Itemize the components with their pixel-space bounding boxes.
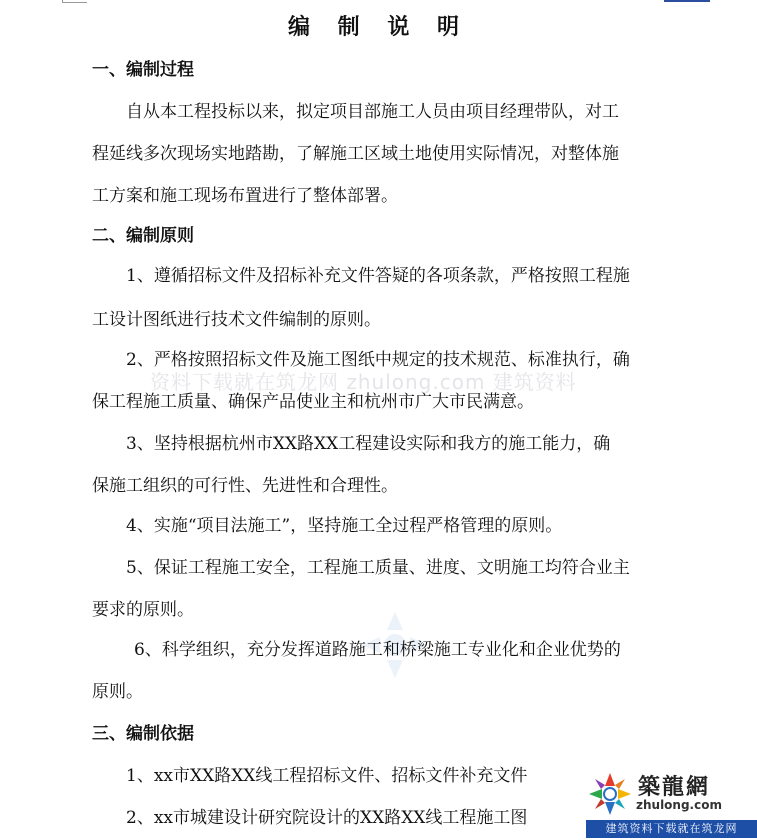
paragraph-line: 保工程施工质量、确保产品使业主和杭州市广大市民满意。 <box>92 392 534 412</box>
brand-logo-icon <box>588 772 632 816</box>
paragraph-line: 要求的原则。 <box>92 600 194 620</box>
section-heading-process: 一、编制过程 <box>92 60 194 80</box>
brand-slogan: 建筑资料下载就在筑龙网 <box>586 820 757 838</box>
brand-badge <box>586 768 757 840</box>
header-rule <box>664 0 710 2</box>
brand-url: zhulong.com <box>636 798 722 812</box>
document-title: 编 制 说 明 <box>288 14 469 40</box>
paragraph-line: 工设计图纸进行技术文件编制的原则。 <box>92 310 381 330</box>
paragraph-line: 原则。 <box>92 682 143 702</box>
paragraph-line: 1、遵循招标文件及招标补充文件答疑的各项条款，严格按照工程施 <box>126 266 630 286</box>
brand-name: 築龍網 <box>638 775 711 800</box>
paragraph-line: 2、xx市城建设计研究院设计的XX路XX线工程施工图 <box>126 808 528 828</box>
paragraph-line: 2、严格按照招标文件及施工图纸中规定的技术规范、标准执行，确 <box>126 350 630 370</box>
section-heading-basis: 三、编制依据 <box>92 724 194 744</box>
paragraph-line: 自从本工程投标以来，拟定项目部施工人员由项目经理带队，对工 <box>126 102 619 122</box>
paragraph-line: 程延线多次现场实地踏勘，了解施工区域土地使用实际情况，对整体施 <box>92 144 619 164</box>
page-corner-mark <box>62 0 87 3</box>
paragraph-line: 保施工组织的可行性、先进性和合理性。 <box>92 476 398 496</box>
paragraph-line: 3、坚持根据杭州市XX路XX工程建设实际和我方的施工能力，确 <box>126 434 611 454</box>
section-heading-principles: 二、编制原则 <box>92 226 194 246</box>
watermark-text: 资料下载就在筑龙网 zhulong.com 建筑资料 <box>150 370 577 394</box>
paragraph-line: 6、科学组织，充分发挥道路施工和桥梁施工专业化和企业优势的 <box>134 640 621 660</box>
paragraph-line: 1、xx市XX路XX线工程招标文件、招标文件补充文件 <box>126 766 528 786</box>
paragraph-line: 4、实施“项目法施工”，坚持施工全过程严格管理的原则。 <box>126 516 563 536</box>
paragraph-line: 工方案和施工现场布置进行了整体部署。 <box>92 186 398 206</box>
page-top-edge <box>0 0 757 6</box>
paragraph-line: 5、保证工程施工安全，工程施工质量、进度、文明施工均符合业主 <box>126 558 630 578</box>
